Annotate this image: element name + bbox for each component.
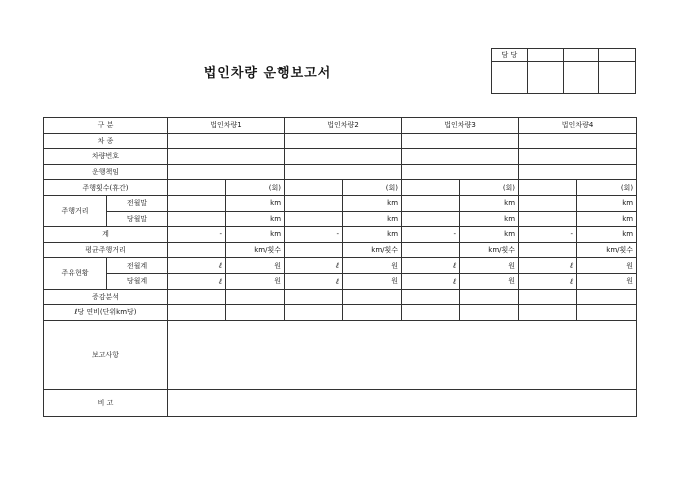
input-cell[interactable] <box>402 211 460 227</box>
unit-text: km <box>577 195 637 211</box>
approval-cell[interactable] <box>527 49 563 62</box>
unit-text: (회) <box>577 180 637 196</box>
liter-unit: ℓ <box>285 273 343 289</box>
total-value: - <box>402 227 460 243</box>
avg-distance-row <box>44 242 637 258</box>
change-analysis-row <box>44 289 637 305</box>
input-cell[interactable] <box>168 180 226 196</box>
unit-text: 원 <box>460 273 519 289</box>
car-type-row <box>44 133 637 149</box>
input-cell[interactable] <box>168 305 226 321</box>
header-row <box>44 118 637 134</box>
category-header: 구 분 <box>44 118 168 134</box>
unit-text: km <box>460 195 519 211</box>
input-cell[interactable] <box>402 289 460 305</box>
liter-unit: ℓ <box>519 258 577 274</box>
distance-group-label: 주행거리 <box>44 195 107 226</box>
total-value: - <box>519 227 577 243</box>
unit-text: km <box>460 227 519 243</box>
approval-cell[interactable] <box>563 49 599 62</box>
unit-text: km/횟수 <box>343 242 402 258</box>
report-row <box>44 320 637 389</box>
remarks-row <box>44 389 637 416</box>
unit-text: (회) <box>343 180 402 196</box>
report-label: 보고사항 <box>44 320 168 389</box>
unit-text: (회) <box>226 180 285 196</box>
input-cell[interactable] <box>168 164 285 180</box>
this-total-label: 당월계 <box>107 273 168 289</box>
unit-text: 원 <box>577 258 637 274</box>
report-table <box>43 117 637 417</box>
unit-text: km <box>343 227 402 243</box>
unit-text: 원 <box>577 273 637 289</box>
input-cell[interactable] <box>402 133 519 149</box>
trip-count-label: 주행횟수(휴간) <box>44 180 168 196</box>
input-cell[interactable] <box>168 149 285 165</box>
total-label: 계 <box>44 227 168 243</box>
input-cell[interactable] <box>343 289 402 305</box>
unit-text: km <box>343 195 402 211</box>
fuel-prev-row <box>44 258 637 274</box>
input-cell[interactable] <box>460 305 519 321</box>
unit-text: km <box>460 211 519 227</box>
input-cell[interactable] <box>168 195 226 211</box>
plate-label: 차량번호 <box>44 149 168 165</box>
sign-cell[interactable] <box>492 62 528 94</box>
approval-cell[interactable] <box>599 49 636 62</box>
change-analysis-label: 증감분석 <box>44 289 168 305</box>
input-cell[interactable] <box>519 211 577 227</box>
driver-label: 운행책임 <box>44 164 168 180</box>
this-month-label: 당월말 <box>107 211 168 227</box>
input-cell[interactable] <box>168 133 285 149</box>
sign-cell[interactable] <box>527 62 563 94</box>
input-cell[interactable] <box>519 180 577 196</box>
input-cell[interactable] <box>402 164 519 180</box>
distance-this-row <box>44 211 637 227</box>
input-cell[interactable] <box>402 149 519 165</box>
remarks-field[interactable] <box>168 389 637 416</box>
unit-text: km <box>343 211 402 227</box>
unit-text: 원 <box>343 273 402 289</box>
unit-text: (회) <box>460 180 519 196</box>
total-row <box>44 227 637 243</box>
input-cell[interactable] <box>402 195 460 211</box>
unit-text: km <box>577 227 637 243</box>
car-type-label: 차 종 <box>44 133 168 149</box>
unit-text: km <box>226 195 285 211</box>
report-field[interactable] <box>168 320 637 389</box>
unit-text: 원 <box>460 258 519 274</box>
liter-unit: ℓ <box>519 273 577 289</box>
fuel-group-label: 주유현황 <box>44 258 107 289</box>
unit-text: km/횟수 <box>460 242 519 258</box>
prev-month-label: 전월말 <box>107 195 168 211</box>
remarks-label: 비 고 <box>44 389 168 416</box>
input-cell[interactable] <box>168 211 226 227</box>
sign-cell[interactable] <box>599 62 636 94</box>
liter-unit: ℓ <box>402 273 460 289</box>
input-cell[interactable] <box>519 149 637 165</box>
input-cell[interactable] <box>519 133 637 149</box>
vehicle-header-3: 법인차량3 <box>402 118 519 134</box>
vehicle-header-1: 법인차량1 <box>168 118 285 134</box>
unit-text: km/횟수 <box>577 242 637 258</box>
input-cell[interactable] <box>577 289 637 305</box>
fuel-efficiency-row <box>44 305 637 321</box>
trip-count-row <box>44 180 637 196</box>
input-cell[interactable] <box>168 289 226 305</box>
unit-text: km <box>226 211 285 227</box>
input-cell[interactable] <box>226 289 285 305</box>
input-cell[interactable] <box>460 289 519 305</box>
approval-box <box>491 48 636 94</box>
distance-prev-row <box>44 195 637 211</box>
unit-text: 원 <box>343 258 402 274</box>
input-cell[interactable] <box>519 305 577 321</box>
input-cell[interactable] <box>519 195 577 211</box>
page-title: 법인차량 운행보고서 <box>203 66 332 81</box>
total-value: - <box>285 227 343 243</box>
unit-text: km <box>226 227 285 243</box>
unit-text: km/횟수 <box>226 242 285 258</box>
input-cell[interactable] <box>285 164 402 180</box>
vehicle-header-4: 법인차량4 <box>519 118 637 134</box>
unit-text: 원 <box>226 258 285 274</box>
fuel-efficiency-label: ℓ당 연비(단위km당) <box>44 305 168 321</box>
plate-row <box>44 149 637 165</box>
input-cell[interactable] <box>285 242 343 258</box>
input-cell[interactable] <box>285 211 343 227</box>
unit-text: 원 <box>226 273 285 289</box>
input-cell[interactable] <box>285 305 343 321</box>
total-value: - <box>168 227 226 243</box>
input-cell[interactable] <box>577 305 637 321</box>
fuel-this-row <box>44 273 637 289</box>
approval-header: 담 당 <box>492 49 528 62</box>
avg-distance-label: 평균주행거리 <box>44 242 168 258</box>
liter-unit: ℓ <box>168 273 226 289</box>
liter-unit: ℓ <box>402 258 460 274</box>
prev-total-label: 전월계 <box>107 258 168 274</box>
liter-unit: ℓ <box>285 258 343 274</box>
sign-cell[interactable] <box>563 62 599 94</box>
input-cell[interactable] <box>285 180 343 196</box>
input-cell[interactable] <box>285 195 343 211</box>
input-cell[interactable] <box>519 289 577 305</box>
vehicle-header-2: 법인차량2 <box>285 118 402 134</box>
input-cell[interactable] <box>519 164 637 180</box>
input-cell[interactable] <box>402 305 460 321</box>
unit-text: km <box>577 211 637 227</box>
input-cell[interactable] <box>343 305 402 321</box>
input-cell[interactable] <box>168 242 226 258</box>
input-cell[interactable] <box>402 180 460 196</box>
input-cell[interactable] <box>402 242 460 258</box>
input-cell[interactable] <box>285 133 402 149</box>
liter-unit: ℓ <box>168 258 226 274</box>
input-cell[interactable] <box>226 305 285 321</box>
input-cell[interactable] <box>285 149 402 165</box>
input-cell[interactable] <box>285 289 343 305</box>
input-cell[interactable] <box>519 242 577 258</box>
driver-row <box>44 164 637 180</box>
